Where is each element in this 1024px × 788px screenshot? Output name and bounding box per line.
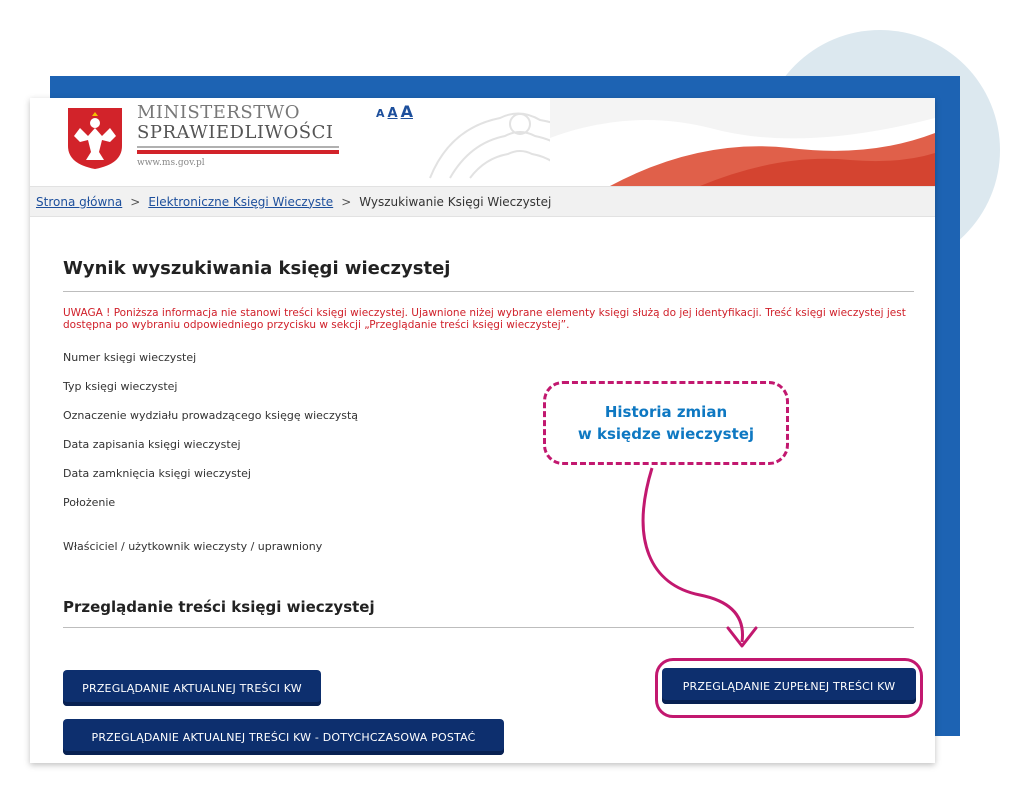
view-previous-content-button[interactable]: PRZEGLĄDANIE AKTUALNEJ TREŚCI KW - DOTYCHCZASOWA POSTAĆ [63,719,504,755]
view-full-content-button[interactable]: PRZEGLĄDANIE ZUPEŁNEJ TREŚCI KW [662,668,916,704]
section-divider [63,627,914,628]
view-current-content-button[interactable]: PRZEGLĄDANIE AKTUALNEJ TREŚCI KW [63,670,321,706]
section-title: Przeglądanie treści księgi wieczystej [63,598,375,616]
logo-divider [137,146,339,148]
field-label-owner: Właściciel / użytkownik wieczysty / uprawniony [63,540,323,553]
ministry-url: www.ms.gov.pl [137,158,205,168]
polish-flag-icon [550,98,935,186]
site-header [30,98,935,186]
breadcrumb-ekw-link[interactable]: Elektroniczne Księgi Wieczyste [148,194,334,209]
coat-of-arms-icon [66,106,124,170]
warning-notice: UWAGA ! Poniższa informacja nie stanowi treści księgi wieczystej. Ujawnione niżej wybrane elementy księgi służą do jej identyfikacji. Treść księgi wieczystej jest dostępna po wybraniu odpowiedniego przycisku w sekcji „Przeglądanie treści księgi wieczystej”. [63,307,906,331]
font-size-large-button[interactable]: A [400,102,413,121]
annotation-highlight-ring [655,658,923,718]
logo-red-stripe [137,150,339,154]
field-label-location: Położenie [63,496,116,509]
field-label-type: Typ księgi wieczystej [63,380,178,393]
field-label-creation-date: Data zapisania księgi wieczystej [63,438,241,451]
title-divider [63,291,914,292]
field-label-department: Oznaczenie wydziału prowadzącego księgę wieczystą [63,409,359,422]
annotation-line1: Historia zmian [604,403,728,421]
breadcrumb [30,186,935,217]
font-size-medium-button[interactable]: A [387,106,398,121]
ministry-name-line1: MINISTERSTWO [137,102,301,123]
field-label-number: Numer księgi wieczystej [63,351,197,364]
annotation-callout [543,381,789,465]
breadcrumb-current: Wyszukiwanie Księgi Wieczystej [359,194,552,209]
annotation-line2: w księdze wieczystej [577,425,755,443]
page-title: Wynik wyszukiwania księgi wieczystej [63,258,451,279]
breadcrumb-home-link[interactable]: Strona główna [36,194,123,209]
breadcrumb-separator: > [341,194,352,209]
breadcrumb-separator: > [130,194,141,209]
field-label-closing-date: Data zamknięcia księgi wieczystej [63,467,251,480]
font-size-controls [376,102,413,121]
font-size-small-button[interactable]: A [376,107,385,120]
ministry-name-line2: SPRAWIEDLIWOŚCI [137,122,334,143]
